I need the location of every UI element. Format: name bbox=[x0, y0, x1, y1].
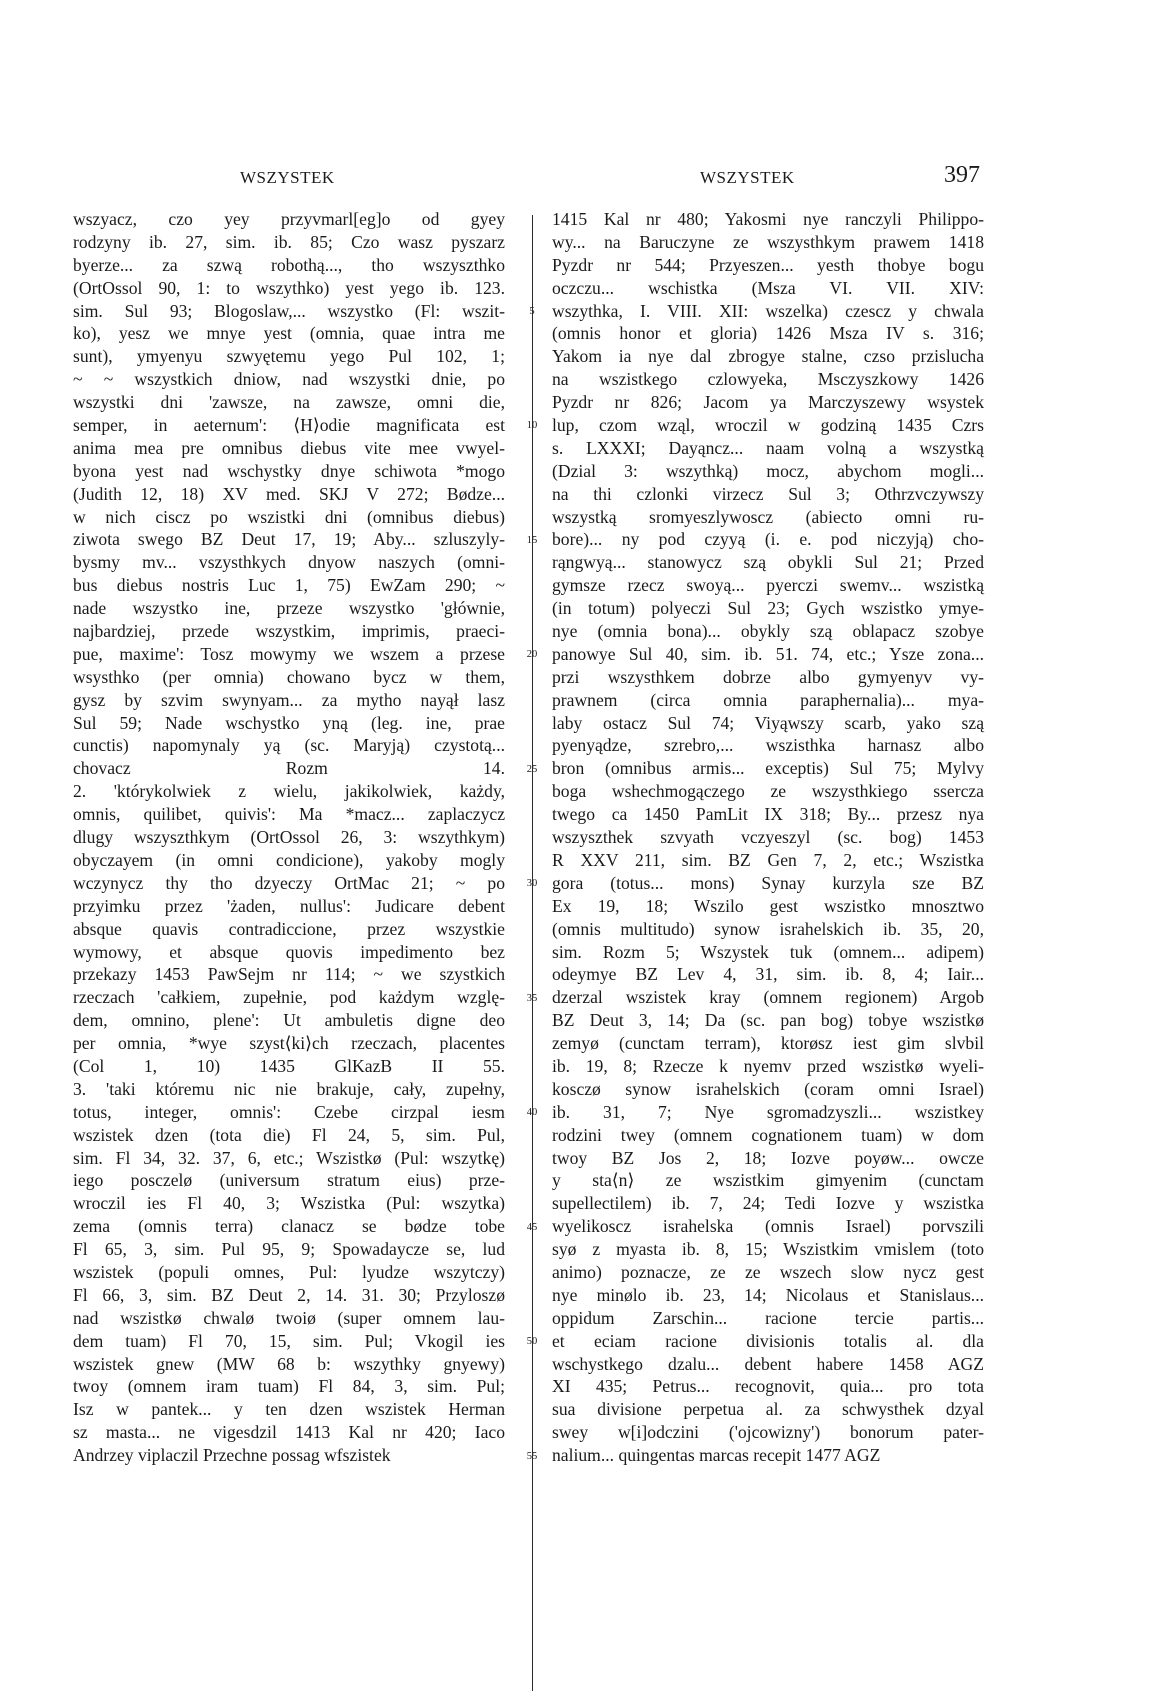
text-line: (omnis honor et gloria) 1426 Msza IV s. 316; bbox=[552, 323, 984, 344]
text-line: wyelikoscz israhelska (omnis Israel) porvszili bbox=[552, 1216, 984, 1237]
text-line: twoy BZ Jos 2, 18; Iozve poyøw... owcze bbox=[552, 1147, 984, 1168]
text-line: ib. 19, 8; Rzecze k nyemv przed wszistkø wyeli- bbox=[552, 1055, 984, 1076]
text-line: swey w[i]odczini ('ojcowizny') bonorum pater- bbox=[552, 1422, 984, 1443]
text-line: wroczil ies Fl 40, 3; Wszistka (Pul: wszytka) bbox=[73, 1193, 505, 1214]
line-number: 5 bbox=[529, 305, 535, 317]
text-line: nye (omnia bona)... obykly szą oblapacz szobye bbox=[552, 621, 984, 642]
text-line: laby ostacz Sul 74; Viyąwszy scarb, yako szą bbox=[552, 712, 984, 733]
text-line: wszythka, I. VIII. XII: wszelka) czescz y chwala bbox=[552, 300, 984, 321]
text-line: Fl 66, 3, sim. BZ Deut 2, 14. 31. 30; Przyloszø bbox=[73, 1284, 505, 1305]
text-line: 3. 'taki któremu nic nie brakuje, cały, zupełny, bbox=[73, 1078, 505, 1099]
text-line: animo) poznacze, ze ze wszech slow nycz gest bbox=[552, 1261, 984, 1282]
text-line: wszyacz, czo yey przyvmarl[eg]o od gyey bbox=[73, 209, 505, 229]
text-line: Sul 59; Nade wschystko yną (leg. ine, prae bbox=[73, 712, 505, 733]
text-line: chovacz Rozm 14. bbox=[73, 758, 505, 779]
line-number: 35 bbox=[526, 992, 538, 1004]
text-line: wymowy, et absque quovis impedimento bez bbox=[73, 941, 505, 962]
text-line: rodzyny ib. 27, sim. ib. 85; Czo wasz pyszarz bbox=[73, 231, 505, 252]
text-line: przekazy 1453 PawSejm nr 114; ~ we szystkich bbox=[73, 964, 505, 985]
line-number: 55 bbox=[526, 1450, 538, 1462]
text-line: ib. 31, 7; Nye sgromadzyszli... wszistkey bbox=[552, 1101, 984, 1122]
text-line: omnis, quilibet, quivis': Ma *macz... zaplaczycz bbox=[73, 804, 505, 825]
text-line: wszyszthek szvyath vczyeszyl (sc. bog) 1453 bbox=[552, 827, 984, 848]
text-line: przi wszysthkem dobrze albo gymyenyv vy- bbox=[552, 666, 984, 687]
text-line: sz masta... ne vigesdzil 1413 Kal nr 420; Iaco bbox=[73, 1422, 505, 1443]
text-line: obyczayem (in omni condicione), yakoby mogly bbox=[73, 849, 505, 870]
text-line: (in totum) polyeczi Sul 23; Gych wszistko ymye- bbox=[552, 598, 984, 619]
text-line: Pyzdr nr 826; Jacom ya Marczyszewy wsystek bbox=[552, 392, 984, 413]
text-line: pue, maxime': Tosz mowymy we wszem a przese bbox=[73, 643, 505, 664]
text-line: (OrtOssol 90, 1: to wszythko) yest yego ib. 123. bbox=[73, 277, 505, 298]
right-column bbox=[552, 208, 984, 1467]
text-line: iego posczelø (universum stratum eius) prze- bbox=[73, 1170, 505, 1191]
text-line: rąngwyą... stanowycz szą obykli Sul 21; Przed bbox=[552, 552, 984, 573]
text-line: wczynycz thy tho dzyeczy OrtMac 21; ~ po bbox=[73, 872, 505, 893]
text-line: absque quavis contradiccione, przez wszystkie bbox=[73, 918, 505, 939]
line-number: 20 bbox=[526, 649, 538, 661]
text-line: supellectilem) ib. 7, 24; Tedi Iozve y wszistka bbox=[552, 1193, 984, 1214]
text-line: Fl 65, 3, sim. Pul 95, 9; Spowadaycze se, lud bbox=[73, 1239, 505, 1260]
page-number: 397 bbox=[944, 162, 980, 188]
text-line: sunt), ymyenyu szwyętemu yego Pul 102, 1; bbox=[73, 346, 505, 367]
text-line: rzeczach 'całkiem, zupełnie, pod każdym wzglę- bbox=[73, 987, 505, 1008]
text-line: wschystkego dzalu... debent habere 1458 AGZ bbox=[552, 1353, 984, 1374]
text-line: BZ Deut 3, 14; Da (sc. pan bog) tobye wszistkø bbox=[552, 1010, 984, 1031]
text-line: gysz by szvim swynyam... za mytho nayął lasz bbox=[73, 689, 505, 710]
text-line: dem, omnino, plene': Ut ambuletis digne deo bbox=[73, 1010, 505, 1031]
text-line: nad wszistkø chwalø twoiø (super omnem lau- bbox=[73, 1307, 505, 1328]
text-line: przyimku przez 'żaden, nullus': Judicare debent bbox=[73, 895, 505, 916]
text-line: R XXV 211, sim. BZ Gen 7, 2, etc.; Wszistka bbox=[552, 849, 984, 870]
text-line: bore)... ny pod czyyą (i. e. pod niczyją) cho- bbox=[552, 529, 984, 550]
line-number: 10 bbox=[526, 420, 538, 432]
text-line: y sta⟨n⟩ ze wszistkim gimyenim (cunctam bbox=[552, 1170, 984, 1191]
text-line: (Dzial 3: wszythką) mocz, abychom mogli... bbox=[552, 460, 984, 481]
text-line: oczczu... wschistka (Msza VI. VII. XIV: bbox=[552, 277, 984, 298]
text-line: XI 435; Petrus... recognovit, quia... pro tota bbox=[552, 1376, 984, 1397]
text-line: panowye Sul 40, sim. ib. 51. 74, etc.; Ysze zona... bbox=[552, 643, 984, 664]
text-line: totus, integer, omnis': Czebe cirzpal iesm bbox=[73, 1101, 505, 1122]
text-line: twego ca 1450 PamLit IX 318; By... przesz nya bbox=[552, 804, 984, 825]
text-line: najbardziej, przede wszystkim, imprimis, praeci- bbox=[73, 621, 505, 642]
text-line: sim. Fl 34, 32. 37, 6, etc.; Wszistkø (Pul: wszytkę) bbox=[73, 1147, 505, 1168]
column-rule bbox=[532, 215, 533, 1691]
text-line: semper, in aeternum': ⟨H⟩odie magnificata est bbox=[73, 415, 505, 436]
left-column bbox=[73, 208, 505, 1467]
text-line: byona yest nad wschystky dnye schiwota *mogo bbox=[73, 460, 505, 481]
text-line: nalium... quingentas marcas recepit 1477 AGZ bbox=[552, 1445, 881, 1466]
text-line: sim. Rozm 5; Wszystek tuk (omnem... adipem) bbox=[552, 941, 984, 962]
text-line: dem tuam) Fl 70, 15, sim. Pul; Vkogil ies bbox=[73, 1330, 505, 1351]
text-line: gymsze rzecz swoyą... pyerczi swemv... wszistką bbox=[552, 575, 984, 596]
text-line: (Col 1, 10) 1435 GlKazB II 55. bbox=[73, 1055, 505, 1076]
text-line: syø z myasta ib. 8, 15; Wszistkim vmislem (toto bbox=[552, 1239, 984, 1260]
text-line: wsysthko (per omnia) chowano bycz w them, bbox=[73, 666, 505, 687]
text-line: wszystką sromyeszlywoscz (abiecto omni ru- bbox=[552, 506, 984, 527]
text-line: byerze... za szwą robothą..., tho wszyszthko bbox=[73, 254, 505, 275]
text-line: ~ ~ wszystkich dniow, nad wszystki dnie, po bbox=[73, 369, 505, 390]
text-line: kosczø synow israhelskich (coram omni Israel) bbox=[552, 1078, 984, 1099]
text-line: nade wszystko ine, przeze wszystko 'głównie, bbox=[73, 598, 505, 619]
text-line: odeymye BZ Lev 4, 31, sim. ib. 8, 4; Iair... bbox=[552, 964, 984, 985]
line-number: 15 bbox=[526, 534, 538, 546]
text-line: 1415 Kal nr 480; Yakosmi nye ranczyli Philippo- bbox=[552, 209, 984, 229]
text-line: bus diebus nostris Luc 1, 75) EwZam 290; ~ bbox=[73, 575, 505, 596]
text-line: (omnis multitudo) synow israhelskich ib. 35, 20, bbox=[552, 918, 984, 939]
text-line: nye minølo ib. 23, 14; Nicolaus et Stanislaus... bbox=[552, 1284, 984, 1305]
text-line: na thi czlonki virzecz Sul 3; Othrzvczywszy bbox=[552, 483, 984, 504]
text-line: prawnem (circa omnia paraphernalia)... mya- bbox=[552, 689, 984, 710]
text-line: wszistek dzen (tota die) Fl 24, 5, sim. Pul, bbox=[73, 1124, 505, 1145]
text-line: wszistek (populi omnes, Pul: lyudze wszytczy) bbox=[73, 1261, 505, 1282]
text-line: wszystki dni 'zawsze, na zawsze, omni die, bbox=[73, 392, 505, 413]
text-line: oppidum Zarschin... racione tercie partis... bbox=[552, 1307, 984, 1328]
text-line: 2. 'którykolwiek z wielu, jakikolwiek, każdy, bbox=[73, 781, 505, 802]
text-line: wy... na Baruczyne ze wszysthkym prawem 1418 bbox=[552, 231, 984, 252]
text-line: twoy (omnem iram tuam) Fl 84, 3, sim. Pul; bbox=[73, 1376, 505, 1397]
line-number: 50 bbox=[526, 1336, 538, 1348]
text-line: zema (omnis terra) clanacz se bødze tobe bbox=[73, 1216, 505, 1237]
line-number: 30 bbox=[526, 878, 538, 890]
text-line: Ex 19, 18; Wszilo gest wszistko mnosztwo bbox=[552, 895, 984, 916]
text-line: w nich ciscz po wszistki dni (omnibus diebus) bbox=[73, 506, 505, 527]
line-number: 25 bbox=[526, 763, 538, 775]
text-line: Andrzey viplaczil Przechne possag wfszistek bbox=[73, 1445, 391, 1466]
text-line: ko), yesz we mnye yest (omnia, quae intra me bbox=[73, 323, 505, 344]
text-line: per omnia, *wye szyst⟨ki⟩ch rzeczach, placentes bbox=[73, 1033, 505, 1054]
text-line: bron (omnibus armis... exceptis) Sul 75; Mylvy bbox=[552, 758, 984, 779]
text-line: lup, czom wząl, wroczil w godziną 1435 Czrs bbox=[552, 415, 984, 436]
text-line: gora (totus... mons) Synay kurzyla sze BZ bbox=[552, 872, 984, 893]
line-number: 40 bbox=[526, 1107, 538, 1119]
text-line: sua divisione perpetua al. za schwysthek dzyal bbox=[552, 1399, 984, 1420]
text-line: et eciam racione divisionis totalis al. dla bbox=[552, 1330, 984, 1351]
text-line: pyenyądze, szrebro,... wszisthka harnasz albo bbox=[552, 735, 984, 756]
text-line: (Judith 12, 18) XV med. SKJ V 272; Bødze... bbox=[73, 483, 505, 504]
text-line: sim. Sul 93; Blogoslaw,... wszystko (Fl: wszit- bbox=[73, 300, 505, 321]
text-line: Isz w pantek... y ten dzen wszistek Herman bbox=[73, 1399, 505, 1420]
running-head-left: WSZYSTEK bbox=[240, 168, 335, 187]
text-line: ziwota swego BZ Deut 17, 19; Aby... szluszyly- bbox=[73, 529, 505, 550]
running-head-right: WSZYSTEK bbox=[700, 168, 795, 187]
text-line: dlugy wszyszthkym (OrtOssol 26, 3: wszythkym) bbox=[73, 827, 505, 848]
text-line: Pyzdr nr 544; Przyeszen... yesth thobye bogu bbox=[552, 254, 984, 275]
text-line: rodzini twey (omnem cognationem tuam) w dom bbox=[552, 1124, 984, 1145]
text-line: Yakom ia nye dal zbrogye stalne, czso przislucha bbox=[552, 346, 984, 367]
text-line: s. LXXXI; Dayąncz... naam volną a wszystką bbox=[552, 437, 984, 458]
text-line: cunctis) napomynaly yą (sc. Maryją) czystotą... bbox=[73, 735, 505, 756]
text-line: anima mea pre omnibus diebus vite mee vwyel- bbox=[73, 437, 505, 458]
text-line: bysmy mv... vszysthkych dnyow naszych (omni- bbox=[73, 552, 505, 573]
text-line: zemyø (cunctam terram), ktorøsz iest gim slvbil bbox=[552, 1033, 984, 1054]
line-number: 45 bbox=[526, 1221, 538, 1233]
text-line: na wszistkego czlowyeka, Msczyszkowy 1426 bbox=[552, 369, 984, 390]
text-line: dzerzal wszistek kray (omnem regionem) Argob bbox=[552, 987, 984, 1008]
text-line: boga wshechmogączego ze wszysthkiego ssercza bbox=[552, 781, 984, 802]
text-line: wszistek gnew (MW 68 b: wszythky gnyewy) bbox=[73, 1353, 505, 1374]
